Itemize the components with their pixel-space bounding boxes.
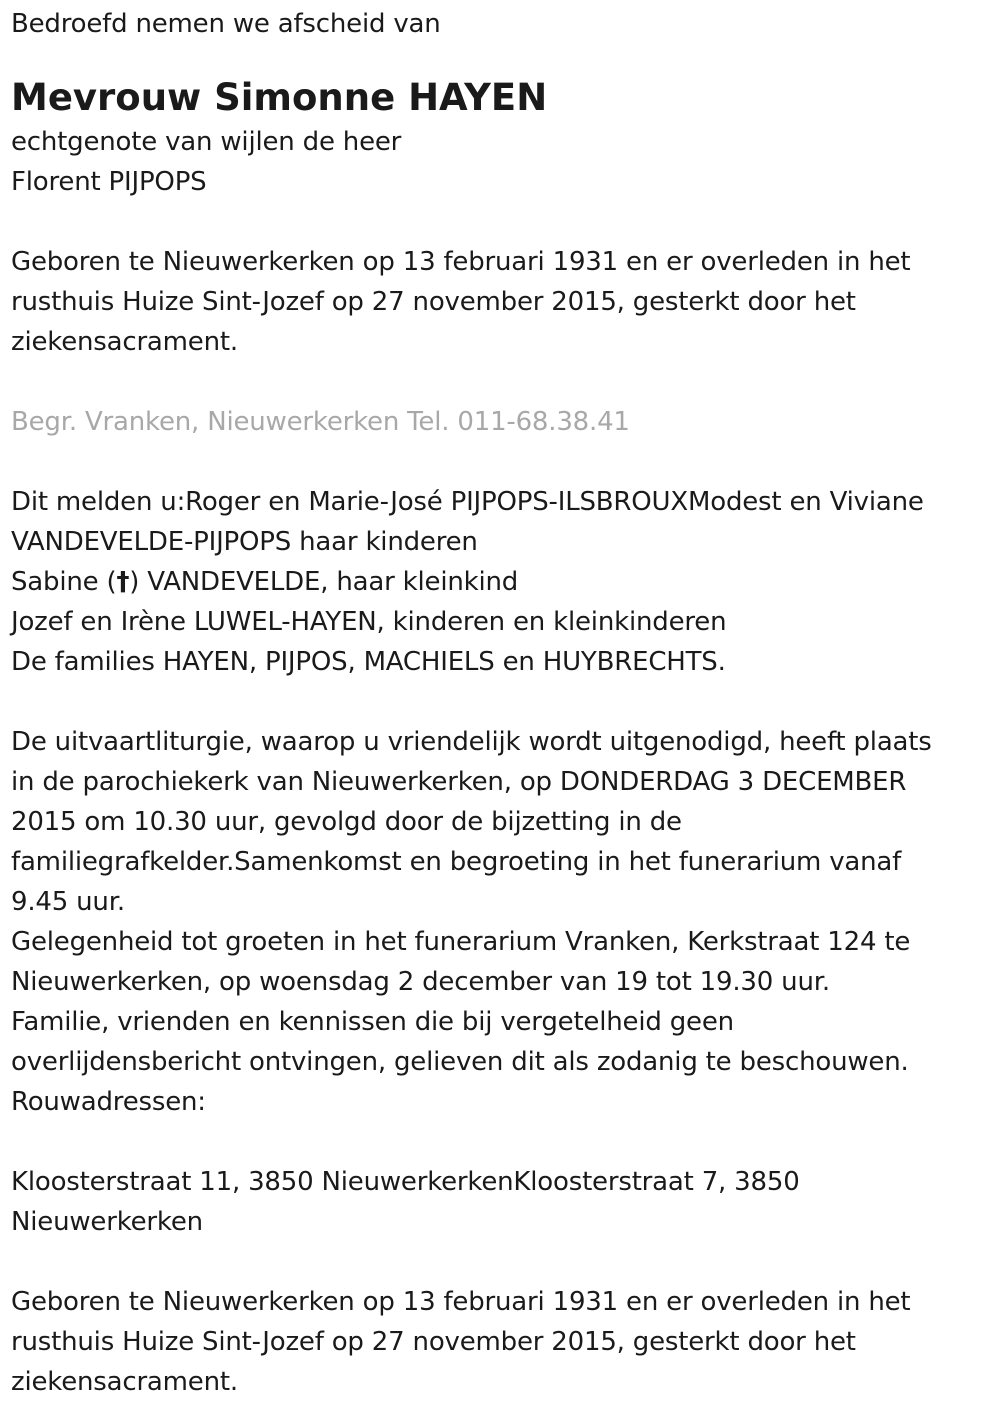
deceased-name: Mevrouw Simonne HAYEN <box>11 76 548 119</box>
paragraph-line: rusthuis Huize Sint-Jozef op 27 november 2015, gesterkt door het <box>11 1327 856 1357</box>
paragraph-line: Gelegenheid tot groeten in het funerarium Vranken, Kerkstraat 124 te <box>11 927 911 957</box>
birth-death-paragraph <box>11 242 986 362</box>
undertaker-info: Begr. Vranken, Nieuwerkerken Tel. 011-68.38.41 <box>11 407 630 437</box>
paragraph-line: De families HAYEN, PIJPOS, MACHIELS en HUYBRECHTS. <box>11 647 726 677</box>
grandchild-line <box>11 562 986 602</box>
grandchild-prefix: Sabine ( <box>11 567 117 597</box>
paragraph-line: Kloosterstraat 11, 3850 NieuwerkerkenKloosterstraat 7, 3850 <box>11 1167 800 1197</box>
paragraph-line: Dit melden u:Roger en Marie-José PIJPOPS-ILSBROUXModest en Viviane <box>11 487 924 517</box>
paragraph-line: De uitvaartliturgie, waarop u vriendelijk wordt uitgenodigd, heeft plaats <box>11 727 932 757</box>
paragraph-line: overlijdensbericht ontvingen, gelieven dit als zodanig te beschouwen. <box>11 1047 909 1077</box>
birth-death-paragraph-repeat <box>11 1282 986 1402</box>
intro-text: Bedroefd nemen we afscheid van <box>11 9 441 39</box>
spouse-line: echtgenote van wijlen de heer <box>11 127 402 157</box>
cross-icon: † <box>116 567 130 597</box>
ceremony-paragraph <box>11 722 986 1122</box>
paragraph-line: in de parochiekerk van Nieuwerkerken, op DONDERDAG 3 DECEMBER <box>11 767 907 797</box>
grandchild-suffix: ) VANDEVELDE, haar kleinkind <box>129 567 519 597</box>
paragraph-line: Rouwadressen: <box>11 1087 206 1117</box>
obituary-document <box>11 4 986 1402</box>
paragraph-line: 9.45 uur. <box>11 887 125 917</box>
paragraph-line: VANDEVELDE-PIJPOPS haar kinderen <box>11 527 478 557</box>
paragraph-line: ziekensacrament. <box>11 1367 238 1397</box>
paragraph-line: Geboren te Nieuwerkerken op 13 februari 1931 en er overleden in het <box>11 1287 911 1317</box>
spouse-name: Florent PIJPOPS <box>11 167 207 197</box>
addresses-paragraph <box>11 1162 986 1242</box>
announcers-paragraph <box>11 482 986 682</box>
paragraph-line: Nieuwerkerken, op woensdag 2 december van 19 tot 19.30 uur. <box>11 967 830 997</box>
paragraph-line: Nieuwerkerken <box>11 1207 203 1237</box>
paragraph-line: ziekensacrament. <box>11 327 238 357</box>
paragraph-line: Geboren te Nieuwerkerken op 13 februari 1931 en er overleden in het <box>11 247 911 277</box>
paragraph-line: 2015 om 10.30 uur, gevolgd door de bijzetting in de <box>11 807 682 837</box>
paragraph-line: Familie, vrienden en kennissen die bij vergetelheid geen <box>11 1007 734 1037</box>
paragraph-line: rusthuis Huize Sint-Jozef op 27 november 2015, gesterkt door het <box>11 287 856 317</box>
paragraph-line: familiegrafkelder.Samenkomst en begroeting in het funerarium vanaf <box>11 847 902 877</box>
paragraph-line: Jozef en Irène LUWEL-HAYEN, kinderen en kleinkinderen <box>11 607 727 637</box>
